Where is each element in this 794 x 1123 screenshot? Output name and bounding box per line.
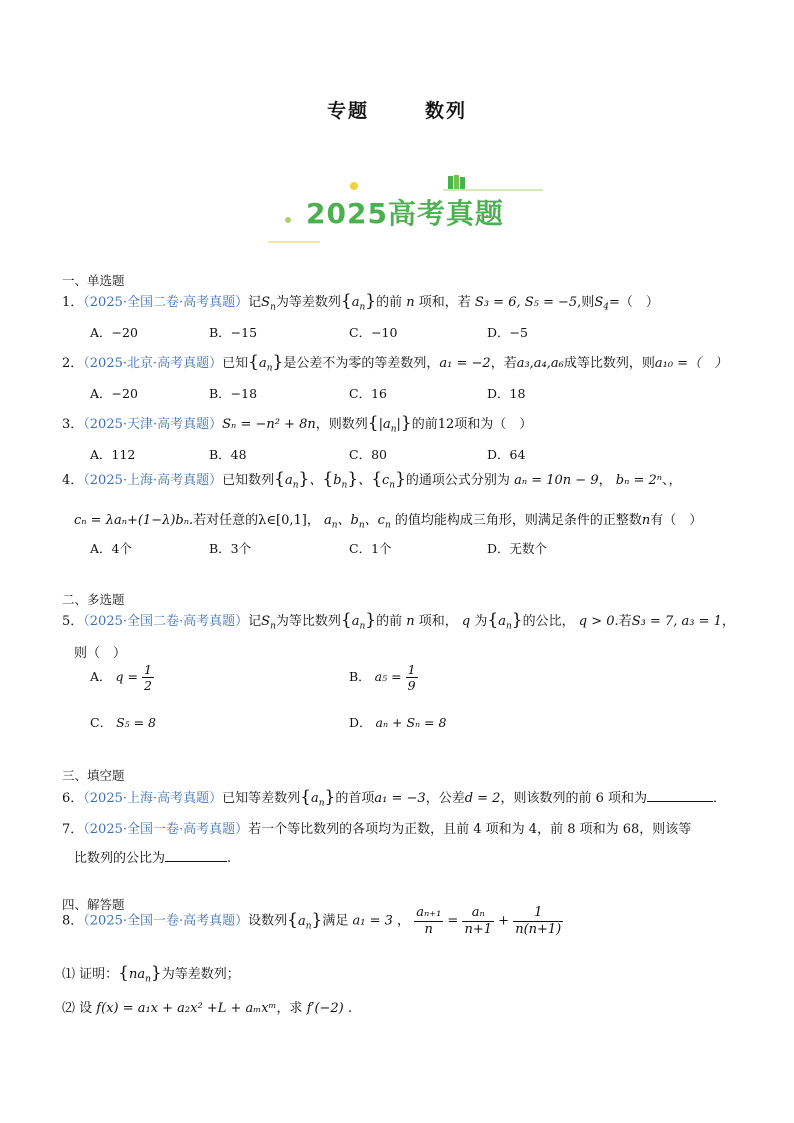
fraction-denominator: n+1 bbox=[464, 921, 493, 937]
q5-option-c-label: C． bbox=[90, 715, 113, 730]
q2-text-c: ，若 bbox=[490, 356, 517, 371]
q1-text-a: 记 bbox=[248, 295, 262, 310]
q5-seq: $\{a_n\}$ bbox=[340, 610, 377, 632]
section-heading-single-choice: 一、单选题 bbox=[62, 273, 125, 288]
question-number: 3． bbox=[62, 417, 84, 432]
question-5-line-2: 则（ ） bbox=[74, 646, 127, 661]
q3-option-c: C．80 bbox=[349, 447, 387, 462]
q2-text-d: 成等比数列，则 bbox=[563, 356, 655, 371]
q1-seq: $\{a_n\}$ bbox=[340, 291, 377, 313]
question-5: 5．（2025·全国二卷·高考真题）记$S_n$为等比数列$\{a_n\}$的前 n 项和， q 为$\{a_n\}$的公比， q > 0.若S₃ = 7, a₃ = 1， bbox=[62, 610, 735, 632]
exam-banner bbox=[268, 172, 548, 250]
q7-line2: 比数列的公比为 bbox=[74, 851, 166, 866]
q8-fraction-1 bbox=[414, 905, 443, 937]
q5-text-e: 为 bbox=[474, 614, 488, 629]
q4-option-c: C．1个 bbox=[349, 541, 392, 556]
fraction-numerator: 1 bbox=[143, 662, 152, 677]
q5-option-a bbox=[90, 662, 154, 693]
q6-condition-2: d = 2 bbox=[464, 791, 501, 806]
q1-condition: S₃ = 6, S₅ = −5 bbox=[474, 295, 578, 310]
q1-s4: $S_4$ bbox=[594, 295, 609, 313]
q6-condition-1: a₁ = −3 bbox=[374, 791, 426, 806]
q8-condition-1: a₁ = 3 bbox=[352, 913, 393, 929]
question-number: 4． bbox=[62, 473, 84, 488]
q2-option-c: C．16 bbox=[349, 386, 387, 401]
q8-part-1 bbox=[62, 963, 240, 985]
page-title bbox=[0, 96, 794, 123]
source-tag: （2025·上海·高考真题） bbox=[83, 473, 223, 488]
q5-option-d-expr: aₙ + Sₙ = 8 bbox=[375, 715, 447, 730]
q6-text-c: ，公差 bbox=[425, 791, 465, 806]
fraction-denominator: n(n+1) bbox=[515, 921, 562, 937]
banner-text: 2025高考真题 bbox=[306, 197, 504, 230]
q8-part-2-expr: f(x) = a₁x + a₂x² +L + aₘxᵐ bbox=[96, 1001, 277, 1016]
q5-text-b: 为等比数列 bbox=[275, 614, 341, 629]
question-number: 8． bbox=[62, 913, 84, 929]
q3-option-b: B．48 bbox=[209, 447, 247, 462]
fraction-denominator: n bbox=[424, 921, 433, 937]
q1-sn: $S_n$ bbox=[261, 295, 276, 313]
source-tag: （2025·全国一卷·高考真题） bbox=[83, 913, 249, 929]
q1-n: n bbox=[406, 295, 415, 310]
title-part-2: 数列 bbox=[425, 100, 468, 122]
q5-option-b-lhs: a₅ = bbox=[374, 669, 402, 684]
question-4: 4．（2025·上海·高考真题）已知数列$\{a_n\}$、$\{b_n\}$、$\{c_n\}$的通项公式分别为 aₙ = 10n − 9， bₙ = 2ⁿ、， bbox=[62, 469, 682, 491]
fraction-denominator: 9 bbox=[407, 678, 416, 693]
fraction-numerator: aₙ bbox=[462, 905, 494, 922]
q8-part-2-text: ，求 bbox=[276, 1001, 303, 1016]
q8-seq: $\{a_n\}$ bbox=[287, 909, 323, 932]
q4-n: n bbox=[641, 513, 651, 528]
q4-terms: $a_n$、$b_n$、$c_n$ bbox=[323, 513, 391, 531]
q8-part-1-label: ⑴ 证明： bbox=[62, 967, 119, 982]
question-number: 6． bbox=[62, 791, 84, 806]
question-7-line-2: 比数列的公比为 . bbox=[74, 851, 232, 866]
fraction-numerator: aₙ₊₁ bbox=[416, 905, 442, 920]
q5-text-c: 的前 bbox=[376, 614, 403, 629]
q1-option-b: B．−15 bbox=[209, 325, 258, 340]
q5-text-a: 记 bbox=[248, 614, 262, 629]
q2-condition-1: a₁ = −2 bbox=[439, 356, 491, 371]
q4-line2-d: 有（ ） bbox=[650, 513, 703, 528]
q8-fraction-2 bbox=[462, 905, 494, 937]
question-3 bbox=[62, 413, 532, 435]
q8-fraction-3 bbox=[513, 905, 563, 937]
fraction-numerator: 1 bbox=[513, 905, 563, 922]
q2-option-a: A．−20 bbox=[90, 386, 138, 401]
q6-answer-blank[interactable] bbox=[647, 801, 713, 802]
source-tag: （2025·全国一卷·高考真题） bbox=[83, 822, 249, 837]
q3-seq: $\{|a_n|\}$ bbox=[367, 413, 412, 435]
q5-option-c bbox=[90, 713, 156, 731]
q1-text-c: 的前 bbox=[376, 295, 403, 310]
q3-text-b: 的前12项和为（ ） bbox=[411, 417, 533, 432]
section-heading-multiple-choice: 二、多选题 bbox=[62, 592, 125, 607]
q5-option-d-label: D． bbox=[349, 715, 372, 730]
q5-text-f: 的公比， bbox=[522, 614, 575, 629]
q5-sn: $S_n$ bbox=[261, 614, 276, 632]
source-tag: （2025·北京·高考真题） bbox=[83, 356, 223, 371]
q4-text-a: 已知数列 bbox=[222, 473, 275, 488]
q1-text-e: ,则 bbox=[577, 295, 595, 310]
q2-text-a: 已知 bbox=[222, 356, 249, 371]
q5-option-d bbox=[349, 713, 446, 731]
question-number: 2． bbox=[62, 356, 84, 371]
q5-option-b-label: B． bbox=[349, 669, 371, 684]
q3-text-a: ，则数列 bbox=[315, 417, 368, 432]
title-part-1: 专题 bbox=[326, 100, 369, 122]
fraction-numerator: 1 bbox=[407, 662, 416, 677]
q1-text-d: 项和，若 bbox=[418, 295, 471, 310]
q6-text-d: ，则该数列的前 6 项和为 bbox=[500, 791, 647, 806]
q6-seq: $\{a_n\}$ bbox=[300, 787, 336, 809]
question-1 bbox=[62, 291, 659, 313]
question-number: 1． bbox=[62, 295, 84, 310]
source-tag: （2025·天津·高考真题） bbox=[83, 417, 223, 432]
q2-text-b: 是公差不为零的等差数列， bbox=[283, 356, 440, 371]
q6-text-b: 的首项 bbox=[335, 791, 375, 806]
q5-option-c-expr: S₅ = 8 bbox=[116, 715, 157, 730]
question-2 bbox=[62, 352, 727, 374]
q7-text-a: 若一个等比数列的各项均为正数，且前 4 项和为 4，前 8 项和为 68，则该等 bbox=[248, 822, 692, 837]
q4-condition-2: bₙ = 2ⁿ bbox=[615, 473, 663, 488]
q8-nan: $\{na_n\}$ bbox=[118, 963, 162, 985]
q5-option-a-fraction bbox=[142, 662, 154, 693]
q1-option-d: D．−5 bbox=[487, 325, 528, 340]
section-heading-solution: 四、解答题 bbox=[62, 897, 125, 912]
q5-q: q bbox=[461, 614, 471, 629]
q8-text-a: 设数列 bbox=[248, 913, 288, 929]
q2-option-d: D．18 bbox=[487, 386, 526, 401]
q4-option-b: B．3个 bbox=[209, 541, 252, 556]
q8-text-b: 满足 bbox=[322, 913, 349, 929]
q2-text-e: a₁₀ =（ ） bbox=[654, 356, 728, 371]
q5-option-a-lhs: q = bbox=[115, 669, 138, 684]
q8-part-1-text: 为等差数列； bbox=[161, 967, 240, 982]
question-number: 7． bbox=[62, 822, 84, 837]
question-number: 5． bbox=[62, 614, 84, 629]
q6-text-a: 已知等差数列 bbox=[222, 791, 301, 806]
source-tag: （2025·全国二卷·高考真题） bbox=[83, 614, 249, 629]
q1-text-b: 为等差数列 bbox=[275, 295, 341, 310]
question-4-line-2 bbox=[74, 509, 702, 531]
q5-text-g: 若 bbox=[618, 614, 632, 629]
q7-answer-blank[interactable] bbox=[165, 861, 227, 862]
section-heading-fill-in: 三、填空题 bbox=[62, 768, 125, 783]
q1-option-a: A．−20 bbox=[90, 325, 138, 340]
q5-text-d: 项和， bbox=[418, 614, 458, 629]
q3-option-a: A．112 bbox=[90, 447, 136, 462]
q4-option-a: A．4个 bbox=[90, 541, 132, 556]
q5-condition: q > 0. bbox=[578, 614, 619, 629]
question-8: 8．（2025·全国一卷·高考真题）设数列$\{a_n\}$满足 a₁ = 3 ， $\frac{\text{aₙ₊₁}}{n}$ = $\frac{\text{aₙ}}{n+1}$ + $\frac{1}{n(n+1)}$ bbox=[62, 905, 562, 937]
q4-line2-c: 的值均能构成三角形，则满足条件的正整数 bbox=[394, 513, 642, 528]
q1-option-c: C．−10 bbox=[349, 325, 398, 340]
q5-option-b-fraction bbox=[406, 662, 418, 693]
q8-part-2 bbox=[62, 997, 352, 1016]
question-6: 6．（2025·上海·高考真题）已知等差数列$\{a_n\}$的首项a₁ = −3，公差d = 2，则该数列的前 6 项和为 ． bbox=[62, 787, 727, 809]
source-tag: （2025·上海·高考真题） bbox=[83, 791, 223, 806]
q3-condition: Sₙ = −n² + 8n bbox=[222, 417, 316, 432]
q5-option-a-label: A． bbox=[90, 669, 112, 684]
q5-condition-2: S₃ = 7, a₃ = 1 bbox=[631, 614, 722, 629]
q5-seq-2: $\{a_n\}$ bbox=[487, 610, 523, 632]
q3-option-d: D．64 bbox=[487, 447, 526, 462]
q4-seqs: $\{a_n\}$、$\{b_n\}$、$\{c_n\}$ bbox=[274, 469, 406, 491]
q5-option-b bbox=[349, 662, 418, 693]
question-7 bbox=[62, 818, 691, 837]
q4-option-d: D．无数个 bbox=[487, 541, 548, 556]
books-icon bbox=[448, 175, 465, 189]
q4-line2-b: 若对任意的λ∈[0,1]， bbox=[193, 513, 320, 528]
q2-seq: $\{a_n\}$ bbox=[248, 352, 284, 374]
fraction-denominator: 2 bbox=[143, 678, 152, 693]
q1-text-f: =（ ） bbox=[608, 295, 659, 310]
q8-part-2-label: ⑵ 设 bbox=[62, 1001, 93, 1016]
q5-n: n bbox=[406, 614, 415, 629]
source-tag: （2025·全国二卷·高考真题） bbox=[83, 295, 249, 310]
q8-part-2-end: f′(−2) . bbox=[306, 1001, 353, 1016]
q4-condition-1: aₙ = 10n − 9 bbox=[514, 473, 599, 488]
q2-option-b: B．−18 bbox=[209, 386, 258, 401]
q2-condition-2: a₃,a₄,a₆ bbox=[516, 356, 564, 371]
q4-line2-a: cₙ = λaₙ+(1−λ)bₙ. bbox=[74, 513, 194, 528]
q4-text-b: 的通项公式分别为 bbox=[405, 473, 510, 488]
